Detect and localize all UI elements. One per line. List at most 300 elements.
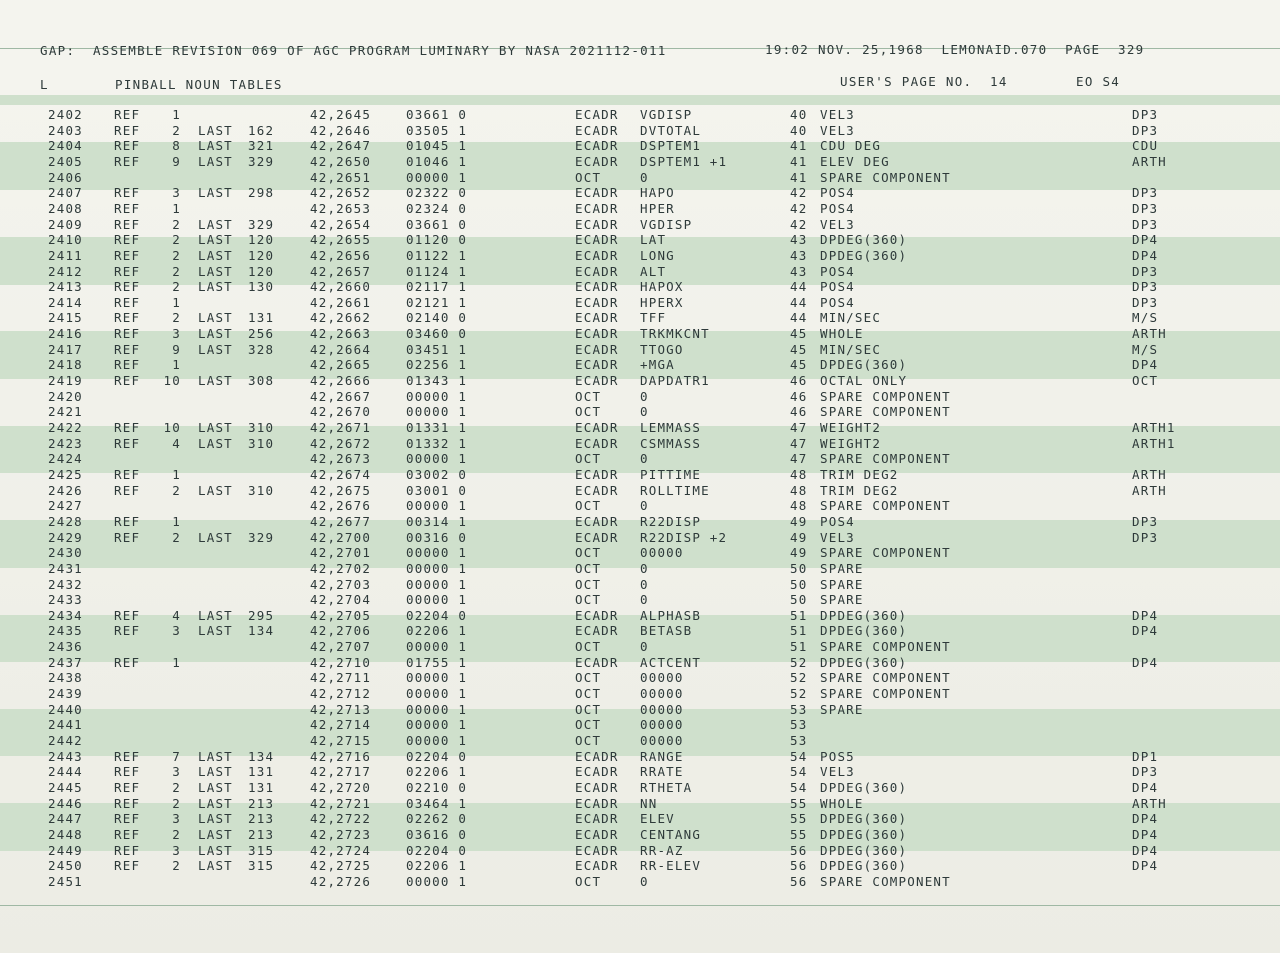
noun-description: SPARE — [820, 592, 864, 608]
ref-count: 7 — [172, 748, 181, 764]
address: 42,2710 — [310, 654, 372, 670]
ref-label: REF — [114, 529, 141, 545]
opcode: ECADR — [575, 607, 619, 623]
address: 42,2655 — [310, 232, 372, 248]
address: 42,2674 — [310, 466, 372, 482]
last-label: LAST — [198, 216, 233, 232]
octal-value: 03001 0 — [406, 482, 468, 498]
seq-number: 2414 — [48, 294, 83, 310]
opcode: OCT — [575, 576, 602, 592]
noun-description: SPARE COMPONENT — [820, 639, 951, 655]
address: 42,2657 — [310, 263, 372, 279]
opcode: ECADR — [575, 357, 619, 373]
address: 42,2653 — [310, 200, 372, 216]
octal-value: 00000 1 — [406, 498, 468, 514]
table-row — [0, 514, 1280, 530]
opcode: ECADR — [575, 341, 619, 357]
noun-description: WHOLE — [820, 795, 864, 811]
address: 42,2711 — [310, 670, 372, 686]
ref-label: REF — [114, 513, 141, 529]
operand: VGDISP — [640, 107, 693, 122]
operand: TFF — [640, 310, 667, 326]
address: 42,2701 — [310, 545, 372, 561]
opcode: OCT — [575, 388, 602, 404]
operand: BETASB — [640, 623, 693, 639]
seq-number: 2408 — [48, 200, 83, 216]
last-page: 131 — [248, 764, 275, 780]
noun-description: SPARE — [820, 701, 864, 717]
noun-description: SPARE COMPONENT — [820, 451, 951, 467]
table-row — [0, 561, 1280, 577]
last-page: 213 — [248, 795, 275, 811]
ref-label: REF — [114, 279, 141, 295]
seq-number: 2441 — [48, 717, 83, 733]
table-row — [0, 451, 1280, 467]
octal-value: 01124 1 — [406, 263, 468, 279]
address: 42,2726 — [310, 873, 372, 889]
seq-number: 2449 — [48, 842, 83, 858]
ref-label: REF — [114, 466, 141, 482]
address: 42,2676 — [310, 498, 372, 514]
seq-number: 2440 — [48, 701, 83, 717]
noun-description: SPARE COMPONENT — [820, 545, 951, 561]
noun-number: 50 — [790, 592, 808, 608]
opcode: OCT — [575, 545, 602, 561]
noun-description: SPARE — [820, 560, 864, 576]
seq-number: 2429 — [48, 529, 83, 545]
table-row — [0, 545, 1280, 561]
operand: DSPTEM1 — [640, 138, 702, 154]
seq-number: 2402 — [48, 107, 83, 122]
ref-label: REF — [114, 138, 141, 154]
opcode: ECADR — [575, 811, 619, 827]
noun-number: 41 — [790, 169, 808, 185]
noun-number: 44 — [790, 279, 808, 295]
last-page: 213 — [248, 811, 275, 827]
opcode: ECADR — [575, 858, 619, 874]
octal-value: 02117 1 — [406, 279, 468, 295]
operand: ALT — [640, 263, 667, 279]
noun-number: 46 — [790, 404, 808, 420]
address: 42,2656 — [310, 247, 372, 263]
octal-value: 00000 1 — [406, 592, 468, 608]
opcode: OCT — [575, 560, 602, 576]
table-row — [0, 608, 1280, 624]
table-row — [0, 655, 1280, 671]
operand: R22DISP — [640, 513, 702, 529]
last-label: LAST — [198, 858, 233, 874]
last-label: LAST — [198, 153, 233, 169]
last-page: 321 — [248, 138, 275, 154]
opcode: OCT — [575, 498, 602, 514]
opcode: OCT — [575, 701, 602, 717]
opcode: ECADR — [575, 247, 619, 263]
noun-description: DPDEG(360) — [820, 858, 908, 874]
noun-description: WEIGHT2 — [820, 435, 882, 451]
table-row — [0, 717, 1280, 733]
address: 42,2720 — [310, 779, 372, 795]
ref-label: REF — [114, 764, 141, 780]
ref-count: 3 — [172, 185, 181, 201]
octal-value: 00000 1 — [406, 701, 468, 717]
noun-number: 51 — [790, 639, 808, 655]
last-page: 295 — [248, 607, 275, 623]
noun-number: 51 — [790, 607, 808, 623]
ref-label: REF — [114, 247, 141, 263]
scale-type: DP3 — [1132, 263, 1159, 279]
noun-description: POS4 — [820, 263, 855, 279]
noun-number: 50 — [790, 560, 808, 576]
last-label: LAST — [198, 482, 233, 498]
scale-type: M/S — [1132, 310, 1159, 326]
operand: RRATE — [640, 764, 684, 780]
noun-description: SPARE COMPONENT — [820, 169, 951, 185]
noun-number: 48 — [790, 498, 808, 514]
scale-type: DP3 — [1132, 122, 1159, 138]
octal-value: 02204 0 — [406, 748, 468, 764]
ref-count: 4 — [172, 435, 181, 451]
table-row — [0, 592, 1280, 608]
noun-number: 42 — [790, 200, 808, 216]
seq-number: 2434 — [48, 607, 83, 623]
scale-type: ARTH1 — [1132, 435, 1176, 451]
last-page: 162 — [248, 122, 275, 138]
scale-type: DP3 — [1132, 185, 1159, 201]
noun-number: 47 — [790, 435, 808, 451]
header-timestamp-page: 19:02 NOV. 25,1968 LEMONAID.070 PAGE 329 — [765, 42, 1145, 57]
scale-type: ARTH — [1132, 466, 1167, 482]
ref-label: REF — [114, 779, 141, 795]
address: 42,2705 — [310, 607, 372, 623]
address: 42,2714 — [310, 717, 372, 733]
scale-type: DP3 — [1132, 200, 1159, 216]
noun-number: 54 — [790, 779, 808, 795]
last-label: LAST — [198, 779, 233, 795]
scale-type: ARTH1 — [1132, 420, 1176, 435]
seq-number: 2406 — [48, 169, 83, 185]
table-row — [0, 342, 1280, 358]
octal-value: 02262 0 — [406, 811, 468, 827]
scale-type: DP4 — [1132, 826, 1159, 842]
ref-label: REF — [114, 373, 141, 389]
seq-number: 2442 — [48, 733, 83, 748]
ref-count: 1 — [172, 466, 181, 482]
seq-number: 2446 — [48, 795, 83, 811]
ref-count: 2 — [172, 779, 181, 795]
seq-number: 2411 — [48, 247, 83, 263]
scale-type: DP3 — [1132, 294, 1159, 310]
noun-number: 54 — [790, 748, 808, 764]
table-row — [0, 310, 1280, 326]
last-page: 298 — [248, 185, 275, 201]
ref-label: REF — [114, 826, 141, 842]
opcode: ECADR — [575, 232, 619, 248]
last-page: 329 — [248, 216, 275, 232]
ref-count: 4 — [172, 607, 181, 623]
address: 42,2671 — [310, 420, 372, 435]
opcode: ECADR — [575, 326, 619, 342]
operand: CSMMASS — [640, 435, 702, 451]
octal-value: 03505 1 — [406, 122, 468, 138]
seq-number: 2403 — [48, 122, 83, 138]
column-marker: L — [40, 77, 49, 92]
opcode: OCT — [575, 686, 602, 702]
user-page-number: USER'S PAGE NO. 14 — [840, 74, 1008, 89]
table-row — [0, 326, 1280, 342]
last-label: LAST — [198, 326, 233, 342]
noun-description: DPDEG(360) — [820, 826, 908, 842]
table-row — [0, 483, 1280, 499]
seq-number: 2443 — [48, 748, 83, 764]
ref-label: REF — [114, 294, 141, 310]
table-row — [0, 279, 1280, 295]
noun-description: DPDEG(360) — [820, 779, 908, 795]
last-label: LAST — [198, 811, 233, 827]
eo-label: EO S4 — [1076, 74, 1121, 89]
noun-number: 56 — [790, 858, 808, 874]
octal-value: 01332 1 — [406, 435, 468, 451]
seq-number: 2407 — [48, 185, 83, 201]
noun-description: SPARE COMPONENT — [820, 873, 951, 889]
last-label: LAST — [198, 748, 233, 764]
seq-number: 2447 — [48, 811, 83, 827]
noun-number: 45 — [790, 326, 808, 342]
operand: 0 — [640, 873, 649, 889]
seq-number: 2433 — [48, 592, 83, 608]
octal-value: 01122 1 — [406, 247, 468, 263]
operand: VGDISP — [640, 216, 693, 232]
octal-value: 02256 1 — [406, 357, 468, 373]
address: 42,2712 — [310, 686, 372, 702]
ref-count: 9 — [172, 341, 181, 357]
octal-value: 02322 0 — [406, 185, 468, 201]
last-page: 308 — [248, 373, 275, 389]
opcode: ECADR — [575, 153, 619, 169]
opcode: OCT — [575, 717, 602, 733]
address: 42,2652 — [310, 185, 372, 201]
operand: RR-AZ — [640, 842, 684, 858]
table-row — [0, 530, 1280, 546]
operand: PITTIME — [640, 466, 702, 482]
opcode: OCT — [575, 733, 602, 748]
noun-description: POS4 — [820, 200, 855, 216]
noun-description: MIN/SEC — [820, 310, 882, 326]
address: 42,2721 — [310, 795, 372, 811]
noun-number: 55 — [790, 795, 808, 811]
operand: LONG — [640, 247, 675, 263]
opcode: ECADR — [575, 842, 619, 858]
opcode: ECADR — [575, 748, 619, 764]
scale-type: ARTH — [1132, 153, 1167, 169]
operand: DVTOTAL — [640, 122, 702, 138]
opcode: OCT — [575, 169, 602, 185]
noun-description: ELEV DEG — [820, 153, 890, 169]
noun-number: 45 — [790, 341, 808, 357]
octal-value: 03451 1 — [406, 341, 468, 357]
octal-value: 00000 1 — [406, 873, 468, 889]
last-label: LAST — [198, 826, 233, 842]
table-row — [0, 702, 1280, 718]
last-label: LAST — [198, 122, 233, 138]
ref-count: 1 — [172, 200, 181, 216]
address: 42,2713 — [310, 701, 372, 717]
last-page: 310 — [248, 420, 275, 435]
octal-value: 00000 1 — [406, 560, 468, 576]
table-row — [0, 248, 1280, 264]
last-page: 134 — [248, 748, 275, 764]
address: 42,2717 — [310, 764, 372, 780]
opcode: ECADR — [575, 420, 619, 435]
noun-number: 47 — [790, 451, 808, 467]
operand: HAPOX — [640, 279, 684, 295]
seq-number: 2413 — [48, 279, 83, 295]
octal-value: 00000 1 — [406, 733, 468, 748]
ref-label: REF — [114, 200, 141, 216]
noun-number: 53 — [790, 701, 808, 717]
octal-value: 02204 0 — [406, 607, 468, 623]
last-page: 130 — [248, 279, 275, 295]
operand: 0 — [640, 592, 649, 608]
noun-number: 43 — [790, 232, 808, 248]
opcode: ECADR — [575, 826, 619, 842]
ref-count: 2 — [172, 795, 181, 811]
last-page: 131 — [248, 310, 275, 326]
noun-description: WEIGHT2 — [820, 420, 882, 435]
ref-label: REF — [114, 185, 141, 201]
ref-label: REF — [114, 623, 141, 639]
ref-count: 2 — [172, 310, 181, 326]
ref-count: 10 — [163, 373, 181, 389]
ref-count: 2 — [172, 279, 181, 295]
table-row — [0, 686, 1280, 702]
noun-number: 51 — [790, 623, 808, 639]
operand: HAPO — [640, 185, 675, 201]
table-row — [0, 623, 1280, 639]
table-row — [0, 373, 1280, 389]
address: 42,2706 — [310, 623, 372, 639]
ref-label: REF — [114, 263, 141, 279]
operand: 0 — [640, 451, 649, 467]
address: 42,2667 — [310, 388, 372, 404]
ref-count: 3 — [172, 811, 181, 827]
operand: RTHETA — [640, 779, 693, 795]
opcode: ECADR — [575, 122, 619, 138]
seq-number: 2419 — [48, 373, 83, 389]
noun-number: 42 — [790, 185, 808, 201]
ref-count: 2 — [172, 826, 181, 842]
table-row — [0, 764, 1280, 780]
last-page: 131 — [248, 779, 275, 795]
seq-number: 2432 — [48, 576, 83, 592]
table-row — [0, 467, 1280, 483]
scale-type: DP4 — [1132, 232, 1159, 248]
opcode: ECADR — [575, 310, 619, 326]
address: 42,2647 — [310, 138, 372, 154]
address: 42,2665 — [310, 357, 372, 373]
ref-count: 2 — [172, 247, 181, 263]
table-row — [0, 780, 1280, 796]
last-page: 213 — [248, 826, 275, 842]
octal-value: 00000 1 — [406, 686, 468, 702]
table-row — [0, 185, 1280, 201]
opcode: ECADR — [575, 294, 619, 310]
ref-count: 3 — [172, 842, 181, 858]
operand: RR-ELEV — [640, 858, 702, 874]
noun-number: 56 — [790, 842, 808, 858]
noun-description: DPDEG(360) — [820, 623, 908, 639]
noun-description: POS4 — [820, 279, 855, 295]
operand: DSPTEM1 +1 — [640, 153, 728, 169]
scale-type: ARTH — [1132, 326, 1167, 342]
seq-number: 2427 — [48, 498, 83, 514]
scale-type: DP4 — [1132, 623, 1159, 639]
address: 42,2662 — [310, 310, 372, 326]
noun-number: 40 — [790, 107, 808, 122]
table-row — [0, 201, 1280, 217]
scale-type: DP3 — [1132, 107, 1159, 122]
operand: CENTANG — [640, 826, 702, 842]
octal-value: 02204 0 — [406, 842, 468, 858]
table-row — [0, 389, 1280, 405]
address: 42,2666 — [310, 373, 372, 389]
noun-number: 52 — [790, 686, 808, 702]
ref-label: REF — [114, 357, 141, 373]
address: 42,2651 — [310, 169, 372, 185]
section-title: PINBALL NOUN TABLES — [115, 77, 283, 92]
last-page: 310 — [248, 482, 275, 498]
address: 42,2715 — [310, 733, 372, 748]
address: 42,2663 — [310, 326, 372, 342]
opcode: ECADR — [575, 279, 619, 295]
table-row — [0, 420, 1280, 436]
scale-type: M/S — [1132, 341, 1159, 357]
noun-number: 44 — [790, 294, 808, 310]
opcode: ECADR — [575, 200, 619, 216]
octal-value: 02324 0 — [406, 200, 468, 216]
noun-description: VEL3 — [820, 764, 855, 780]
last-label: LAST — [198, 247, 233, 263]
seq-number: 2439 — [48, 686, 83, 702]
noun-number: 55 — [790, 811, 808, 827]
noun-number: 41 — [790, 138, 808, 154]
ref-count: 8 — [172, 138, 181, 154]
noun-description: TRIM DEG2 — [820, 466, 899, 482]
opcode: ECADR — [575, 466, 619, 482]
scale-type: DP4 — [1132, 858, 1159, 874]
last-label: LAST — [198, 310, 233, 326]
last-label: LAST — [198, 435, 233, 451]
octal-value: 03616 0 — [406, 826, 468, 842]
opcode: ECADR — [575, 529, 619, 545]
operand: 00000 — [640, 545, 684, 561]
seq-number: 2404 — [48, 138, 83, 154]
table-row — [0, 217, 1280, 233]
octal-value: 00000 1 — [406, 639, 468, 655]
scale-type: ARTH — [1132, 795, 1167, 811]
table-row — [0, 295, 1280, 311]
operand: 00000 — [640, 670, 684, 686]
octal-value: 03002 0 — [406, 466, 468, 482]
scale-type: ARTH — [1132, 482, 1167, 498]
table-row — [0, 123, 1280, 139]
scale-type: DP4 — [1132, 357, 1159, 373]
noun-description: POS4 — [820, 513, 855, 529]
last-label: LAST — [198, 279, 233, 295]
opcode: ECADR — [575, 513, 619, 529]
scale-type: DP3 — [1132, 764, 1159, 780]
ref-label: REF — [114, 326, 141, 342]
octal-value: 02206 1 — [406, 623, 468, 639]
